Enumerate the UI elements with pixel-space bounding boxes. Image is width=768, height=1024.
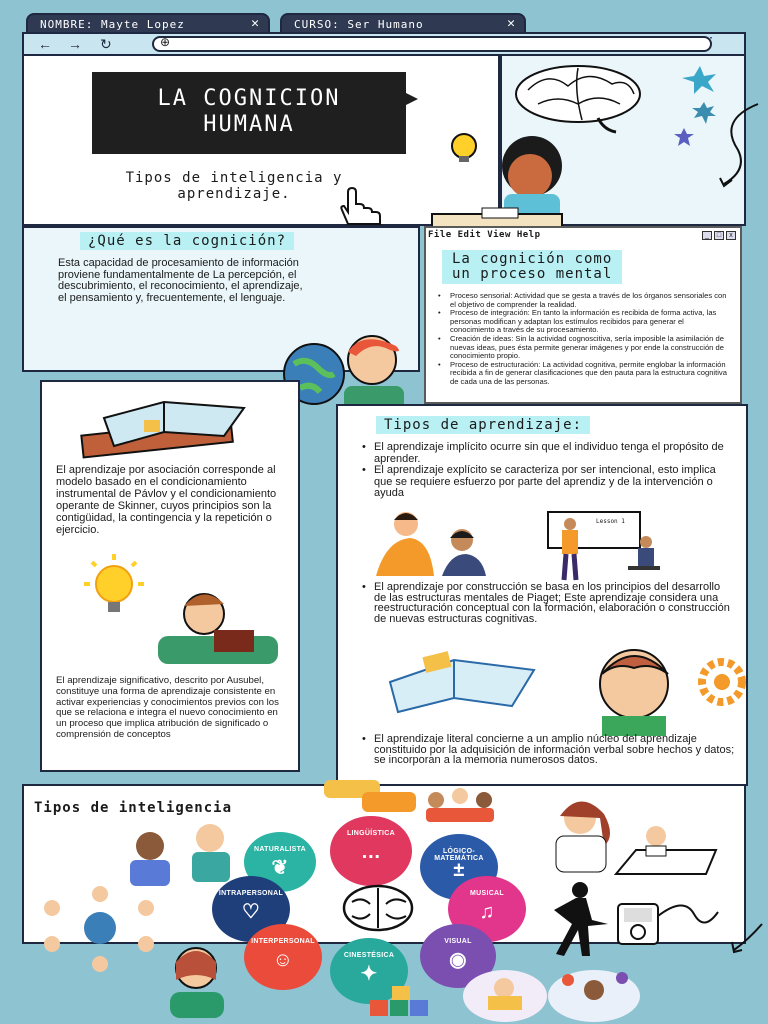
intelligence-label: MUSICAL xyxy=(470,890,504,897)
thinking-girl-icon xyxy=(156,940,236,1018)
menu-help[interactable]: Help xyxy=(516,230,541,240)
menu-file[interactable]: File xyxy=(428,230,452,240)
minimize-icon[interactable]: _ xyxy=(702,231,712,240)
que-es-heading: ¿Qué es la cognición? xyxy=(80,232,294,250)
calculator-icon: ± xyxy=(453,859,465,881)
title-line1: LA COGNICION xyxy=(157,86,341,111)
heart-head-icon: ♡ xyxy=(241,901,261,923)
intelligence-lingüística xyxy=(330,816,412,886)
maximize-icon[interactable]: □ xyxy=(714,231,724,240)
list-item: • El aprendizaje explícito se caracteriza por ser intencional, esto implica que se requiere esfuerzo por parte del aprendiz y de la intervención o ayuda xyxy=(362,465,732,500)
speech-bubbles-icon xyxy=(322,778,418,818)
page-title xyxy=(92,72,406,154)
intelligence-label: LÓGICO-MATEMÁTICA xyxy=(434,848,484,862)
board-text: Lesson 1 xyxy=(596,518,625,525)
window-controls xyxy=(702,231,736,240)
aprendizaje-literal xyxy=(362,734,736,766)
intelligence-label: LINGÜÍSTICA xyxy=(346,830,396,837)
girl-planets-icon xyxy=(546,962,642,1022)
people-globe-icon xyxy=(28,880,168,976)
aprendizaje-construccion xyxy=(362,582,734,624)
music-icon: ♫ xyxy=(479,901,495,923)
books-icon xyxy=(74,388,254,460)
open-book-icon xyxy=(384,646,540,716)
browser-toolbar xyxy=(22,29,746,56)
que-es-text: Esta capacidad de procesamiento de información proviene fundamentalmente de La percepción, el descubrimiento, el reconocimiento, el aprendizaje, el pensamiento y, frecuentemente, el lenguaje. xyxy=(58,257,303,304)
globe-icon: ⊕ xyxy=(160,35,171,49)
reload-icon[interactable]: ↻ xyxy=(100,36,112,52)
list-item: • Proceso de estructuración: La actividad cognitiva, permite englobar la información recibida a fin de generar clasificaciones que den pauta para la estructura cognitiva de cada una de las personas. xyxy=(438,361,728,387)
eye-icon: ◉ xyxy=(449,949,467,971)
boy-reading-illustration xyxy=(54,552,294,672)
boy-reading-small-icon xyxy=(460,962,550,1022)
asociacion-text: El aprendizaje por asociación corresponde al modelo basado en el condicionamiento instrumental de Pávlov y el condicionamiento operante de Skinner, cuyos principios son la contigüidad, la contingencia y la repetición o ejercicio. xyxy=(56,464,277,536)
tab-label: CURSO: Ser Humano xyxy=(294,18,424,31)
dancer-silhouette-icon xyxy=(546,880,616,960)
arrow-decoration xyxy=(718,100,768,190)
chess-icon xyxy=(606,820,724,880)
close-icon[interactable]: ✕ xyxy=(507,16,516,31)
plant-icon: ❦ xyxy=(271,857,289,879)
window-close-icon[interactable]: x xyxy=(726,231,736,240)
tab-label: NOMBRE: Mayte Lopez xyxy=(40,18,185,31)
brain-center-icon xyxy=(340,882,416,934)
menu-edit[interactable]: Edit xyxy=(457,230,482,240)
proceso-heading-line1: La cognición como xyxy=(452,251,613,267)
inteligencias-heading: Tipos de inteligencia xyxy=(34,800,233,816)
significativo-text: El aprendizaje significativo, descrito por Ausubel, constituye una forma de aprendizaje consistente en activar experiencias y conocimientos previos con los que se relaciona e integra el nuevo conocimiento en un proceso que implica atribución de significado o comprensión de conceptos xyxy=(56,675,279,740)
list-item: • Creación de ideas: Sin la actividad cognoscitiva, sería imposible la asimilación de nuevas ideas, pues ésta permite generar imágenes y por ende la construcción de conocimiento propio. xyxy=(438,335,728,361)
address-bar[interactable] xyxy=(152,36,712,52)
window-menubar xyxy=(428,230,541,240)
list-item: • Proceso de integración: En tanto la información es recibida de forma activa, las personas modifican y adaptan los estímulos recibidos para generar el conocimiento a través de su procesamiento. xyxy=(438,309,728,335)
people-icon: ☺ xyxy=(272,949,294,971)
intelligence-label: NATURALISTA xyxy=(253,846,307,853)
title-line2: HUMANA xyxy=(203,112,295,137)
intelligence-label: CINESTÉSICA xyxy=(343,952,395,959)
music-player-icon xyxy=(614,888,734,948)
arrow-decoration xyxy=(728,920,764,960)
tipos-aprendizaje-heading: Tipos de aprendizaje: xyxy=(376,416,590,434)
cubes-icon xyxy=(366,986,456,1020)
back-arrow-icon[interactable]: ← xyxy=(38,36,52,52)
hand-cursor-icon xyxy=(334,186,384,228)
menu-dots-icon[interactable]: ⋮ xyxy=(704,29,718,45)
proceso-heading xyxy=(442,250,622,284)
speech-icon: … xyxy=(360,841,382,863)
aprendizaje-list-top xyxy=(362,442,732,500)
runner-icon: ✦ xyxy=(360,963,378,985)
proceso-list xyxy=(438,292,728,387)
list-item: • El aprendizaje literal concierne a un amplio núcleo del aprendizaje constituido por la adquisición de información verbal sobre hechos y datos; se incorporan a la memoria numerosos datos. xyxy=(362,734,736,766)
close-icon[interactable]: ✕ xyxy=(251,16,260,31)
intelligence-label: VISUAL xyxy=(444,938,472,945)
intelligence-label: INTERPERSONAL xyxy=(251,938,315,945)
menu-view[interactable]: View xyxy=(487,230,511,240)
girl-with-lightbulb-illustration xyxy=(412,124,598,236)
students-illustration xyxy=(370,510,500,580)
children-group-icon xyxy=(420,786,500,826)
list-item: • El aprendizaje por construcción se basa en los principios del desarrollo de las estructuras mentales de Piaget; Este aprendizaje considera una reestructuración conceptual con la formación, elaboración o construcción de nuevas estructuras cognitivas. xyxy=(362,582,734,624)
thinking-boy-icon xyxy=(582,640,750,736)
intelligence-label: INTRAPERSONAL xyxy=(218,890,284,897)
list-item: • El aprendizaje implícito ocurre sin que el individuo tenga el propósito de aprender. xyxy=(362,442,732,465)
brain-icon xyxy=(508,60,658,134)
list-item: • Proceso sensorial: Actividad que se gesta a través de los órganos sensoriales con el objetivo de comprender la realidad. xyxy=(438,292,728,309)
page-subtitle: Tipos de inteligencia y aprendizaje. xyxy=(125,170,343,202)
proceso-heading-line2: un proceso mental xyxy=(452,266,613,282)
intelligence-interpersonal xyxy=(244,924,322,990)
forward-arrow-icon[interactable]: → xyxy=(68,36,82,52)
